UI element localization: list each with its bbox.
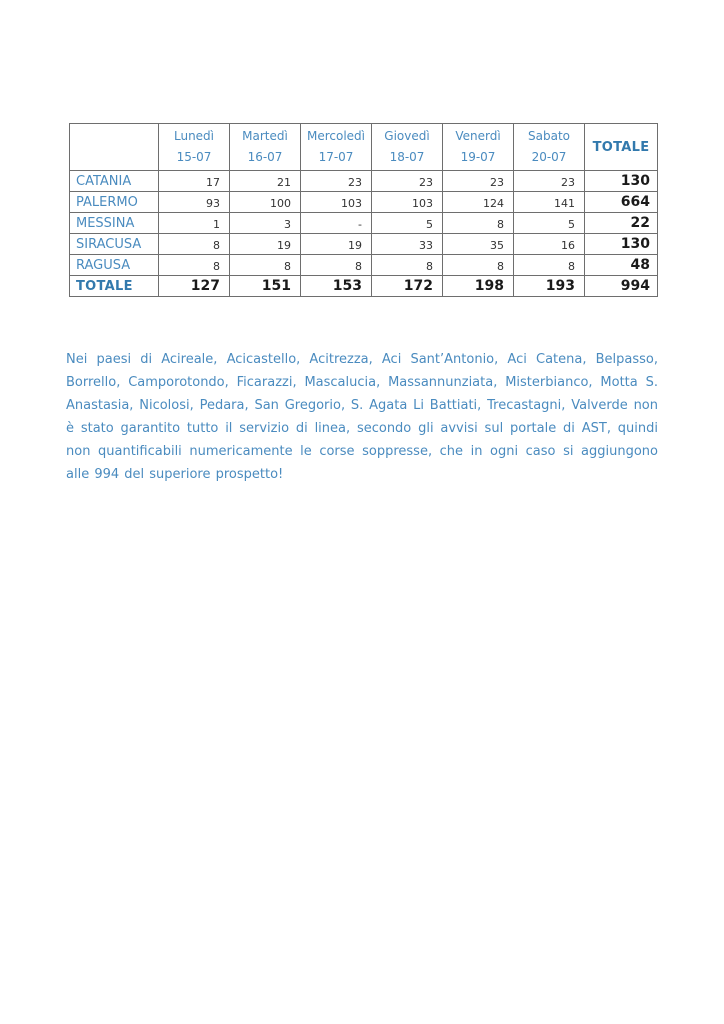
day-date: 19-07: [460, 150, 496, 164]
row-total: 130: [585, 171, 658, 192]
column-total: 172: [372, 276, 443, 297]
day-date: 15-07: [176, 150, 212, 164]
column-header-tuesday: [230, 124, 301, 171]
table-header-row: [70, 124, 658, 171]
table-row-ragusa: [70, 255, 658, 276]
totals-row-label: TOTALE: [70, 276, 159, 297]
daily-runs-table: [69, 123, 658, 297]
value-cell: 19: [230, 234, 301, 255]
value-cell: 17: [159, 171, 230, 192]
value-cell: 21: [230, 171, 301, 192]
value-cell: 5: [514, 213, 585, 234]
value-cell: 8: [443, 255, 514, 276]
column-header-thursday: [372, 124, 443, 171]
value-cell: 103: [372, 192, 443, 213]
row-total: 130: [585, 234, 658, 255]
column-header-wednesday: [301, 124, 372, 171]
day-date: 16-07: [247, 150, 283, 164]
value-cell: 93: [159, 192, 230, 213]
column-total: 193: [514, 276, 585, 297]
day-name: Sabato: [528, 129, 570, 143]
table-totals-row: [70, 276, 658, 297]
column-total: 151: [230, 276, 301, 297]
row-label: SIRACUSA: [70, 234, 159, 255]
value-cell: 16: [514, 234, 585, 255]
day-name: Martedì: [242, 129, 288, 143]
day-date: 18-07: [389, 150, 425, 164]
table-row-catania: [70, 171, 658, 192]
table-row-siracusa: [70, 234, 658, 255]
grand-total: 994: [585, 276, 658, 297]
value-cell: 8: [159, 255, 230, 276]
day-name: Mercoledì: [306, 129, 365, 143]
column-total: 153: [301, 276, 372, 297]
value-cell: 8: [443, 213, 514, 234]
value-cell: 35: [443, 234, 514, 255]
value-cell: 8: [301, 255, 372, 276]
value-cell: 5: [372, 213, 443, 234]
day-name: Venerdì: [455, 129, 501, 143]
corner-cell: [70, 124, 159, 171]
table-row-palermo: [70, 192, 658, 213]
value-cell: 3: [230, 213, 301, 234]
day-date: 17-07: [318, 150, 354, 164]
value-cell: 8: [159, 234, 230, 255]
value-cell: 8: [372, 255, 443, 276]
column-total: 127: [159, 276, 230, 297]
value-cell: 23: [301, 171, 372, 192]
value-cell: 103: [301, 192, 372, 213]
value-cell: 23: [514, 171, 585, 192]
row-total: 664: [585, 192, 658, 213]
value-cell: 100: [230, 192, 301, 213]
column-header-friday: [443, 124, 514, 171]
value-cell: 8: [514, 255, 585, 276]
value-cell: 1: [159, 213, 230, 234]
value-cell: 23: [372, 171, 443, 192]
row-label: PALERMO: [70, 192, 159, 213]
column-total: 198: [443, 276, 514, 297]
row-label: MESSINA: [70, 213, 159, 234]
day-date: 20-07: [531, 150, 567, 164]
column-header-total: TOTALE: [585, 124, 658, 171]
value-cell: 141: [514, 192, 585, 213]
row-total: 22: [585, 213, 658, 234]
value-cell: -: [301, 213, 372, 234]
table-row-messina: [70, 213, 658, 234]
column-header-monday: [159, 124, 230, 171]
column-header-saturday: [514, 124, 585, 171]
value-cell: 33: [372, 234, 443, 255]
day-name: Giovedì: [384, 129, 430, 143]
row-label: CATANIA: [70, 171, 159, 192]
note-paragraph: Nei paesi di Acireale, Acicastello, Acitrezza, Aci Sant’Antonio, Aci Catena, Belpasso, Borrello, Camporotondo, Ficarazzi, Mascalucia, Massannunziata, Misterbianco, Motta S. Anastasia, Nicolosi, Pedara, San Gregorio, S. Agata Li Battiati, Trecastagni, Valverde non è stato garantito tutto il servizio di linea, secondo gli avvisi sul portale di AST, quindi non quantificabili numericamente le corse soppresse, che in ogni caso si aggiungono alle 994 del superiore prospetto!: [66, 352, 658, 482]
value-cell: 8: [230, 255, 301, 276]
day-name: Lunedì: [173, 129, 215, 143]
value-cell: 124: [443, 192, 514, 213]
row-total: 48: [585, 255, 658, 276]
value-cell: 23: [443, 171, 514, 192]
value-cell: 19: [301, 234, 372, 255]
row-label: RAGUSA: [70, 255, 159, 276]
